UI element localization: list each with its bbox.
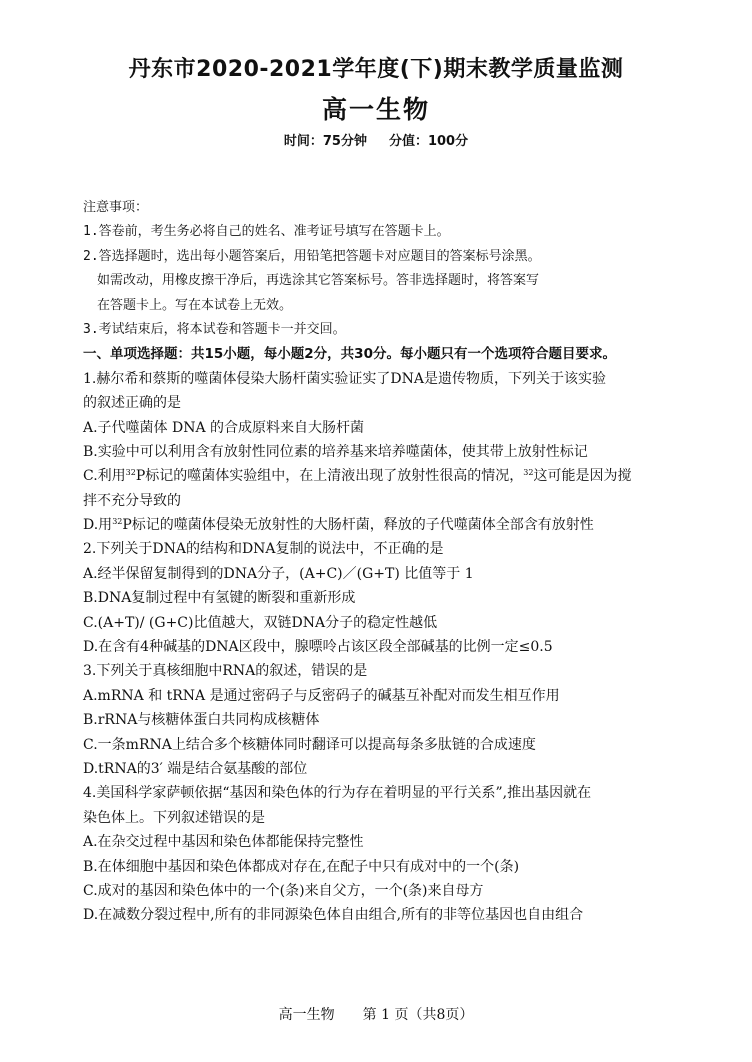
question-3-option-d: D.tRNA的3′ 端是结合氨基酸的部位: [83, 760, 308, 777]
footer-subject: 高一生物: [278, 1007, 335, 1023]
option-text: D.用: [83, 517, 113, 534]
question-3-option-a: A.mRNA 和 tRNA 是通过密码子与反密码子的碱基互补配对而发生相互作用: [83, 687, 560, 704]
question-1-stem: 1.赫尔希和蔡斯的噬菌体侵染大肠杆菌实验证实了DNA是遗传物质，下列关于该实验: [83, 370, 606, 387]
question-3-stem: 3.下列关于真核细胞中RNA的叙述，错误的是: [83, 663, 368, 680]
question-1-option-d: [83, 513, 683, 537]
question-1-option-c-cont: 拌不充分导致的: [83, 492, 181, 509]
option-text: P标记的噬菌体实验组中，在上清液出现了放射性很高的情况，: [135, 468, 524, 485]
notice-item: 1.答卷前，考生务必将自己的姓名、准考证号填写在答题卡上。: [83, 224, 450, 240]
total-score: 分值：100分: [388, 134, 469, 149]
question-4-option-c: C.成对的基因和染色体中的一个(条)来自父方，一个(条)来自母方: [83, 882, 484, 899]
option-text: P标记的噬菌体侵染无放射性的大肠杆菌，释放的子代噬菌体全部含有放射性: [122, 517, 594, 534]
option-text: 这可能是因为搅: [533, 468, 632, 485]
question-4-option-b: B.在体细胞中基因和染色体都成对存在,在配子中只有成对中的一个(条): [83, 858, 520, 875]
question-3-option-c: C.一条mRNA上结合多个核糖体同时翻译可以提高每条多肽链的合成速度: [83, 736, 536, 753]
question-1-stem: 的叙述正确的是: [83, 395, 181, 412]
question-4-stem: 染色体上。下列叙述错误的是: [83, 809, 265, 826]
section-heading: 一、单项选择题：共15小题，每小题2分，共30分。每小题只有一个选项符合题目要求。: [83, 346, 616, 363]
isotope-superscript: 32: [523, 468, 534, 478]
isotope-superscript: 32: [112, 517, 123, 527]
question-2-stem: 2.下列关于DNA的结构和DNA复制的说法中，不正确的是: [83, 541, 444, 558]
notice-item: 如需改动，用橡皮擦干净后，再选涂其它答案标号。答非选择题时，将答案写: [97, 273, 540, 289]
exam-title: 丹东市2020-2021学年度(下)期末教学质量监测: [128, 57, 624, 82]
question-4-option-a: A.在杂交过程中基因和染色体都能保持完整性: [83, 834, 364, 851]
page-footer: [0, 1004, 752, 1024]
question-2-option-d: D.在含有4种碱基的DNA区段中，腺嘌呤占该区段全部碱基的比例一定≤0.5: [83, 639, 553, 656]
question-4-stem: 4.美国科学家萨顿依据“基因和染色体的行为存在着明显的平行关系”,推出基因就在: [83, 785, 592, 802]
subject-title: 高一生物: [321, 95, 430, 124]
exam-content: [83, 196, 683, 928]
exam-meta: [0, 130, 752, 149]
notice-item: 在答题卡上。写在本试卷上无效。: [97, 297, 293, 313]
question-2-option-a: A.经半保留复制得到的DNA分子，(A+C)／(G+T) 比值等于 1: [83, 565, 474, 582]
question-4-option-d: D.在减数分裂过程中,所有的非同源染色体自由组合,所有的非等位基因也自由组合: [83, 907, 584, 924]
notice-heading: 注意事项：: [83, 200, 149, 215]
isotope-superscript: 32: [125, 468, 136, 478]
time-limit: 时间：75分钟: [283, 134, 367, 149]
option-text: C.利用: [83, 468, 126, 485]
question-3-option-b: B.rRNA与核糖体蛋白共同构成核糖体: [83, 712, 320, 729]
question-2-option-c: C.(A+T)/ (G+C)比值越大，双链DNA分子的稳定性越低: [83, 614, 438, 631]
question-1-option-c: [83, 464, 683, 488]
notice-item: 2.答选择题时，选出每小题答案后，用铅笔把答题卡对应题目的答案标号涂黑。: [83, 248, 541, 264]
question-1-option-b: B.实验中可以利用含有放射性同位素的培养基来培养噬菌体，使其带上放射性标记: [83, 443, 588, 460]
page-number: 第 1 页（共8页）: [362, 1007, 474, 1023]
notice-item: 3.考试结束后，将本试卷和答题卡一并交回。: [83, 321, 346, 337]
question-2-option-b: B.DNA复制过程中有氢键的断裂和重新形成: [83, 590, 356, 607]
question-1-option-a: A.子代噬菌体 DNA 的合成原料来自大肠杆菌: [83, 419, 365, 436]
